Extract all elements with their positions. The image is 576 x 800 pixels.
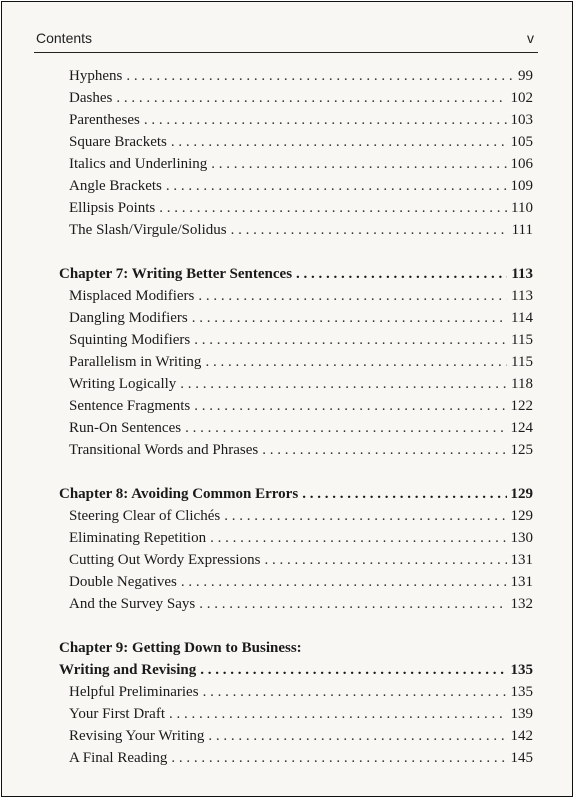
chapter-title-line-2: Writing and Revising [59, 662, 197, 678]
toc-entry-title: Revising Your Writing [69, 728, 205, 744]
dot-leader [192, 307, 507, 329]
toc-entry-page: 124 [510, 420, 533, 436]
toc-entry-title: Dashes [69, 90, 113, 106]
toc-entry [59, 527, 533, 549]
toc-entry-page: 139 [510, 706, 533, 722]
book-page [1, 1, 573, 797]
chapter-title-line-1: Chapter 9: Getting Down to Business: [59, 640, 302, 656]
dot-leader [126, 65, 514, 87]
toc-entry [59, 175, 533, 197]
toc-entry-title: Dangling Modifiers [69, 310, 188, 326]
toc-entry [59, 725, 533, 747]
chapter-page: 129 [510, 486, 533, 502]
toc-entry-title: Helpful Preliminaries [69, 684, 199, 700]
toc-entry [59, 109, 533, 131]
section-gap [59, 241, 533, 263]
dot-leader [211, 153, 506, 175]
running-header [36, 30, 534, 50]
toc-entry-page: 131 [510, 574, 533, 590]
dot-leader [199, 593, 506, 615]
toc-entry-page: 130 [510, 530, 533, 546]
toc-entry-title: Squinting Modifiers [69, 332, 191, 348]
dot-leader [144, 109, 507, 131]
toc-entry-title: Run-On Sentences [69, 420, 182, 436]
toc-entry [59, 681, 533, 703]
toc-entry-title: Ellipsis Points [69, 200, 156, 216]
dot-leader [208, 725, 506, 747]
toc-entry [59, 373, 533, 395]
section-gap [59, 461, 533, 483]
chapter-heading [59, 659, 533, 681]
toc-entry [59, 285, 533, 307]
dot-leader [116, 87, 506, 109]
toc-entry-page: 109 [510, 178, 533, 194]
chapter-title: Chapter 7: Writing Better Sentences [59, 266, 293, 282]
toc-entry-title: A Final Reading [69, 750, 168, 766]
dot-leader [185, 417, 506, 439]
dot-leader [159, 197, 507, 219]
toc-entry-page: 103 [510, 112, 533, 128]
toc-entry-title: Hyphens [69, 68, 123, 84]
toc-entry [59, 131, 533, 153]
toc-entry-title: Parentheses [69, 112, 140, 128]
toc-entry [59, 571, 533, 593]
dot-leader [264, 549, 506, 571]
toc-entry-page: 122 [510, 398, 533, 414]
toc-entry-title: The Slash/Virgule/Solidus [69, 222, 227, 238]
toc-entry-page: 106 [510, 156, 533, 172]
toc-entry [59, 87, 533, 109]
table-of-contents [59, 65, 533, 769]
toc-entry-title: Parallelism in Writing [69, 354, 202, 370]
toc-entry-page: 132 [510, 596, 533, 612]
dot-leader [262, 439, 506, 461]
dot-leader [180, 373, 507, 395]
dot-leader [166, 175, 507, 197]
toc-entry-title: Your First Draft [69, 706, 165, 722]
toc-entry-title: And the Survey Says [69, 596, 196, 612]
toc-entry-page: 135 [510, 684, 533, 700]
chapter-heading [59, 263, 533, 285]
toc-entry [59, 329, 533, 351]
toc-entry [59, 747, 533, 769]
toc-entry-page: 110 [511, 200, 533, 216]
toc-entry-title: Transitional Words and Phrases [69, 442, 259, 458]
toc-entry [59, 593, 533, 615]
toc-entry [59, 351, 533, 373]
dot-leader [203, 681, 507, 703]
toc-entry-title: Misplaced Modifiers [69, 288, 195, 304]
chapter-heading [59, 483, 533, 505]
toc-entry [59, 439, 533, 461]
toc-entry [59, 307, 533, 329]
dot-leader [200, 659, 506, 681]
toc-entry [59, 549, 533, 571]
toc-entry-page: 111 [511, 222, 533, 238]
toc-entry [59, 703, 533, 725]
toc-entry-title: Writing Logically [69, 376, 177, 392]
toc-entry-title: Square Brackets [69, 134, 167, 150]
chapter-title: Chapter 8: Avoiding Common Errors [59, 486, 299, 502]
dot-leader [205, 351, 507, 373]
toc-chapter-8 [59, 483, 533, 615]
dot-leader [296, 263, 507, 285]
toc-entry [59, 505, 533, 527]
dot-leader [169, 703, 507, 725]
dot-leader [171, 747, 506, 769]
running-header-title: Contents [36, 30, 93, 46]
dot-leader [181, 571, 507, 593]
toc-entry-title: Cutting Out Wordy Expressions [69, 552, 261, 568]
toc-entry-title: Eliminating Repetition [69, 530, 207, 546]
toc-chapter-9 [59, 637, 533, 769]
chapter-page: 113 [511, 266, 533, 282]
toc-entry-title: Angle Brackets [69, 178, 162, 194]
toc-entry-page: 131 [510, 552, 533, 568]
toc-entry-page: 118 [511, 376, 533, 392]
header-rule [34, 52, 538, 53]
toc-entry-page: 115 [511, 332, 533, 348]
dot-leader [210, 527, 506, 549]
dot-leader [231, 219, 508, 241]
dot-leader [224, 505, 506, 527]
toc-entry-title: Double Negatives [69, 574, 177, 590]
dot-leader [302, 483, 506, 505]
toc-entry-page: 115 [511, 354, 533, 370]
toc-entry-page: 145 [510, 750, 533, 766]
toc-entry-page: 113 [511, 288, 533, 304]
toc-entry [59, 65, 533, 87]
toc-entry-page: 114 [511, 310, 533, 326]
toc-entry-page: 142 [510, 728, 533, 744]
toc-entry-page: 102 [510, 90, 533, 106]
toc-section-continued [59, 65, 533, 241]
toc-entry [59, 197, 533, 219]
toc-entry-page: 129 [510, 508, 533, 524]
dot-leader [171, 131, 507, 153]
toc-entry-page: 99 [518, 68, 533, 84]
section-gap [59, 615, 533, 637]
toc-entry-title: Steering Clear of Clichés [69, 508, 221, 524]
dot-leader [198, 285, 507, 307]
running-header-page-number: v [527, 30, 534, 46]
dot-leader [194, 395, 506, 417]
toc-entry [59, 153, 533, 175]
toc-chapter-7 [59, 263, 533, 461]
toc-entry [59, 417, 533, 439]
dot-leader [194, 329, 507, 351]
toc-entry-title: Sentence Fragments [69, 398, 191, 414]
toc-entry [59, 395, 533, 417]
toc-entry-page: 125 [510, 442, 533, 458]
chapter-page: 135 [510, 662, 533, 678]
toc-entry [59, 219, 533, 241]
toc-entry-page: 105 [510, 134, 533, 150]
toc-entry-title: Italics and Underlining [69, 156, 208, 172]
